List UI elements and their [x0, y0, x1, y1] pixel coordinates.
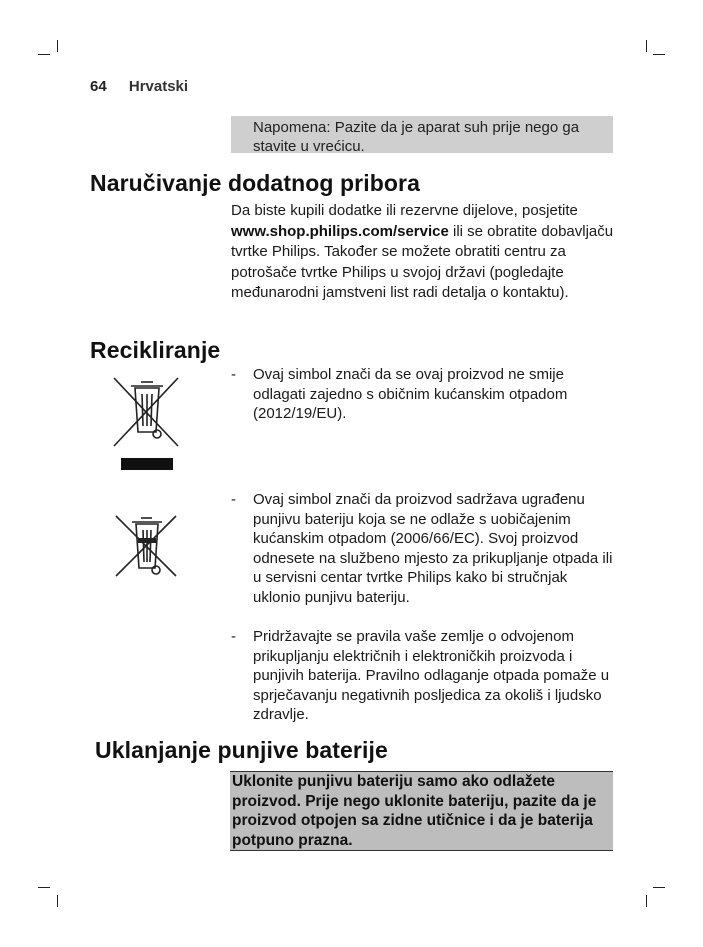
crop-mark: [38, 54, 50, 55]
ordering-paragraph: [231, 201, 621, 304]
service-url: www.shop.philips.com/service: [231, 222, 449, 240]
section-title-recycling: Recikliranje: [90, 337, 221, 363]
ordering-text-after: ili se obratite dobavljaču tvrtke Philips. Također se možete obratiti centru za potrošače tvrtke Philips u svojoj državi (pogledajte međunarodni jamstveni list radi detalja o kontaktu).: [231, 222, 614, 301]
crop-mark: [57, 40, 58, 52]
crossed-out-bin-icon: [108, 376, 182, 448]
note-box: Napomena: Pazite da je aparat suh prije nego ga stavite u vrećicu.: [231, 116, 613, 153]
crop-mark: [653, 54, 665, 55]
bullet-text: Ovaj simbol znači da proizvod sadržava ugrađenu punjivu bateriju koja se ne odlaže s uobičajenim kućanskim otpadom (2006/66/EC). Svoj proizvod odnesete na službeno mjesto za prikupljanje otpada ili u servisni centar tvrtke Philips kako bi stručnjak uklonio punjivu bateriju.: [253, 491, 613, 606]
warning-box: Uklonite punjivu bateriju samo ako odlažete proizvod. Prije nego uklonite bateriju, pazite da je proizvod otpojen sa zidne utičnice i da je baterija potpuno prazna.: [230, 771, 613, 851]
language-label: Hrvatski: [128, 78, 189, 95]
crop-mark: [646, 40, 647, 52]
crop-mark: [653, 887, 665, 888]
ordering-text-before: Da biste kupili dodatke ili rezervne dijelove, posjetite: [231, 202, 578, 219]
crop-mark: [646, 895, 647, 907]
bullet-dash: -: [231, 366, 236, 383]
crop-mark: [57, 895, 58, 907]
page-number: 64: [90, 78, 107, 95]
bullet-text: Ovaj simbol znači da se ovaj proizvod ne smije odlagati zajedno s običnim kućanskim otpadom (2012/19/EU).: [253, 366, 568, 422]
crossed-out-battery-bin-icon: [110, 510, 182, 582]
recycling-bullet: [231, 490, 616, 607]
bullet-dash: -: [231, 491, 236, 508]
section-title-ordering: Naručivanje dodatnog pribora: [90, 170, 420, 196]
bullet-text: Pridržavajte se pravila vaše zemlje o odvojenom prikupljanju električnih i elektroničkih proizvoda i punjivih baterija. Pravilno odlaganje otpada pomaže u sprječavanju negativnih posljedica za okoliš i ljudsko zdravlje.: [253, 628, 610, 723]
separate-collection-bar: [121, 458, 173, 470]
bullet-dash: -: [231, 628, 236, 645]
recycling-bullet: [231, 627, 616, 725]
section-title-battery: Uklanjanje punjive baterije: [95, 737, 388, 763]
page-header: [90, 78, 188, 95]
recycling-bullet: [231, 365, 616, 424]
crop-mark: [38, 887, 50, 888]
